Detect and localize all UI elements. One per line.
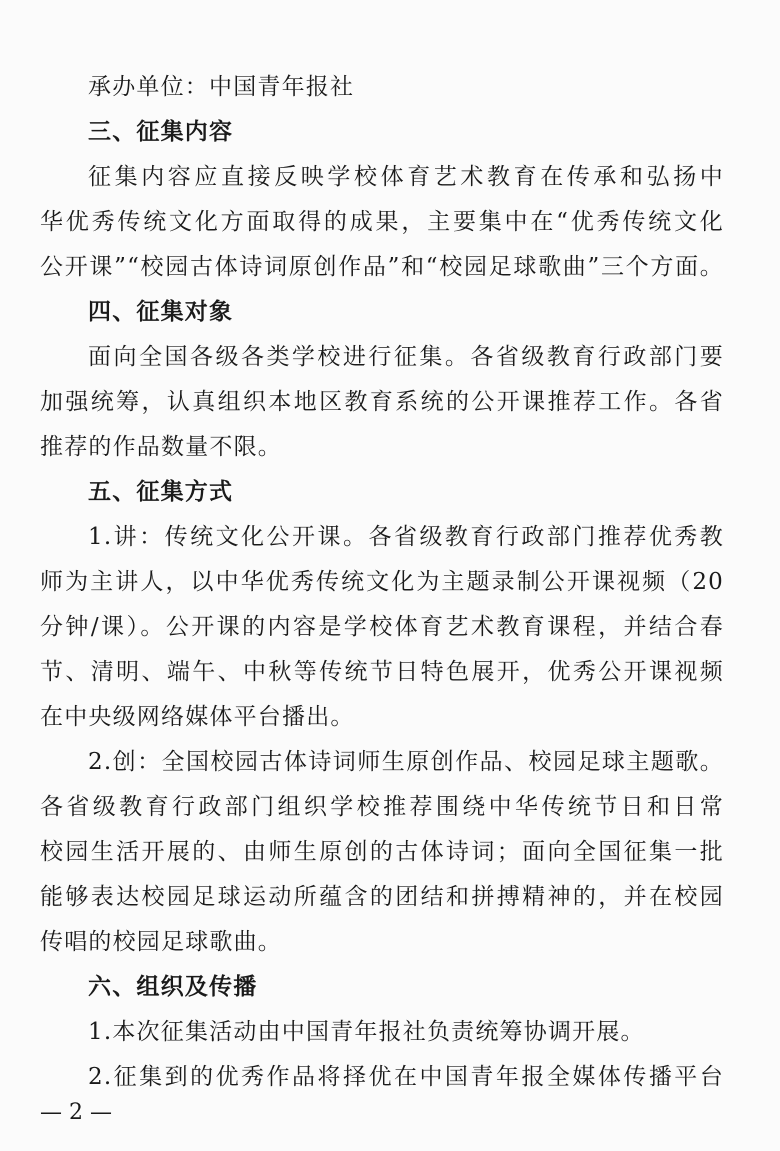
paragraph-line: 师为主讲人，以中华优秀传统文化为主题录制公开课视频（20 (40, 569, 724, 595)
paragraph-line: 加强统筹，认真组织本地区教育系统的公开课推荐工作。各省 (40, 389, 724, 415)
section-heading-target: 四、征集对象 (88, 299, 234, 325)
section-heading-content: 三、征集内容 (88, 119, 234, 145)
paragraph-line: 华优秀传统文化方面取得的成果，主要集中在“优秀传统文化 (40, 209, 724, 235)
section-heading-method: 五、征集方式 (88, 479, 234, 505)
paragraph-line: 公开课”“校园古体诗词原创作品”和“校园足球歌曲”三个方面。 (40, 254, 724, 280)
paragraph-line: 在中央级网络媒体平台播出。 (40, 704, 355, 730)
paragraph-line: 传唱的校园足球歌曲。 (40, 929, 282, 955)
paragraph-line: 节、清明、端午、中秋等传统节日特色展开，优秀公开课视频 (40, 659, 724, 685)
paragraph-line: 1.本次征集活动由中国青年报社负责统筹协调开展。 (88, 1019, 645, 1045)
page-number: — 2 — (40, 1100, 112, 1125)
paragraph-line: 2.创：全国校园古体诗词师生原创作品、校园足球主题歌。 (88, 749, 724, 775)
paragraph-line: 征集内容应直接反映学校体育艺术教育在传承和弘扬中 (88, 164, 724, 190)
paragraph-line: 校园生活开展的、由师生原创的古体诗词；面向全国征集一批 (40, 839, 724, 865)
paragraph-line: 分钟/课）。公开课的内容是学校体育艺术教育课程，并结合春 (40, 614, 724, 640)
paragraph-line: 能够表达校园足球运动所蕴含的团结和拼搏精神的，并在校园 (40, 884, 724, 910)
section-heading-organization: 六、组织及传播 (88, 974, 258, 1000)
paragraph-line: 1.讲：传统文化公开课。各省级教育行政部门推荐优秀教 (88, 524, 724, 550)
paragraph-line: 面向全国各级各类学校进行征集。各省级教育行政部门要 (88, 344, 724, 370)
paragraph-line: 2.征集到的优秀作品将择优在中国青年报全媒体传播平台 (88, 1064, 724, 1090)
paragraph-line: 推荐的作品数量不限。 (40, 434, 282, 460)
organizer-line: 承办单位：中国青年报社 (88, 74, 355, 100)
paragraph-line: 各省级教育行政部门组织学校推荐围绕中华传统节日和日常 (40, 794, 724, 820)
